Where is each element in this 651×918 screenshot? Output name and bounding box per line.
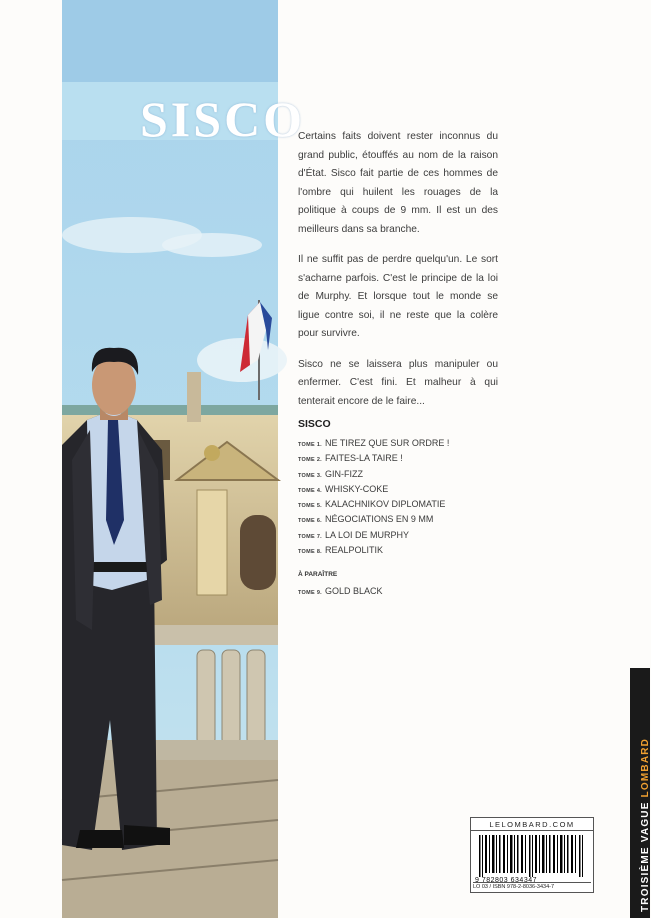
series-title: SISCO (298, 418, 331, 430)
synopsis (298, 128, 498, 423)
volume-title: WHISKY-COKE (325, 483, 389, 494)
volume-number: TOME 8. (298, 549, 323, 556)
volume-number: TOME 9. (298, 590, 323, 596)
publisher-name: LOMBARD (640, 737, 651, 798)
barcode-box (470, 817, 594, 893)
volume-title: NE TIREZ QUE SUR ORDRE ! (325, 438, 450, 448)
cover-title: SISCO (140, 91, 306, 147)
isbn-text: LO 03 / ISBN 978-2-8036-3434-7 (473, 882, 591, 890)
volume-title: NÉGOCIATIONS EN 9 MM (325, 514, 434, 525)
volume-item (298, 484, 449, 499)
volume-title: REALPOLITIK (325, 545, 384, 556)
volume-number: TOME 4. (298, 487, 323, 494)
spine-label (640, 738, 651, 912)
volume-title: KALACHNIKOV DIPLOMATIE (325, 499, 446, 510)
volume-number: TOME 7. (298, 533, 323, 540)
volume-item (298, 514, 449, 529)
volume-item (298, 438, 449, 453)
volume-number: TOME 6. (298, 518, 323, 525)
volume-item (298, 499, 449, 514)
spine-strip (630, 668, 650, 918)
upcoming-volume (298, 586, 383, 596)
volume-number: TOME 1. (298, 442, 323, 448)
volume-item (298, 530, 449, 545)
volume-number: TOME 3. (298, 472, 323, 479)
volume-item (298, 545, 449, 560)
volume-item (298, 469, 449, 484)
volume-number: TOME 5. (298, 503, 323, 510)
volume-item (298, 453, 449, 468)
barcode-number: 9 782803 634347 (475, 877, 537, 884)
synopsis-paragraph: Sisco ne se laissera plus manipuler ou enfermer. C'est fini. Et malheur à qui tenterait encore de le faire... (298, 358, 498, 407)
publisher-url: LELOMBARD.COM (471, 820, 593, 831)
volume-title: GOLD BLACK (325, 586, 383, 596)
volume-list (298, 438, 449, 560)
volume-title: FAITES-LA TAIRE ! (325, 453, 403, 464)
collection-name: TROISIÈME VAGUE (640, 801, 651, 912)
volume-title: GIN-FIZZ (325, 468, 364, 479)
barcode-icon (477, 835, 587, 877)
volume-number: TOME 2. (298, 457, 323, 464)
synopsis-paragraph: Certains faits doivent rester inconnus du grand public, étouffés au nom de la raison d'État. Sisco fait partie de ces hommes de l'ombre qui huilent les rouages de la politique à coups de 9 mm. Il est un des meilleurs dans sa branche. (298, 131, 498, 235)
volume-title: LA LOI DE MURPHY (325, 529, 410, 540)
synopsis-paragraph: Il ne suffit pas de perdre quelqu'un. Le sort s'acharne parfois. C'est le principe de la loi de Murphy. Et lorsque tout le monde se ligue contre soi, il ne reste que la colère pour survivre. (298, 254, 498, 339)
cover-illustration (62, 0, 306, 918)
upcoming-label: À PARAÎTRE (298, 571, 338, 578)
